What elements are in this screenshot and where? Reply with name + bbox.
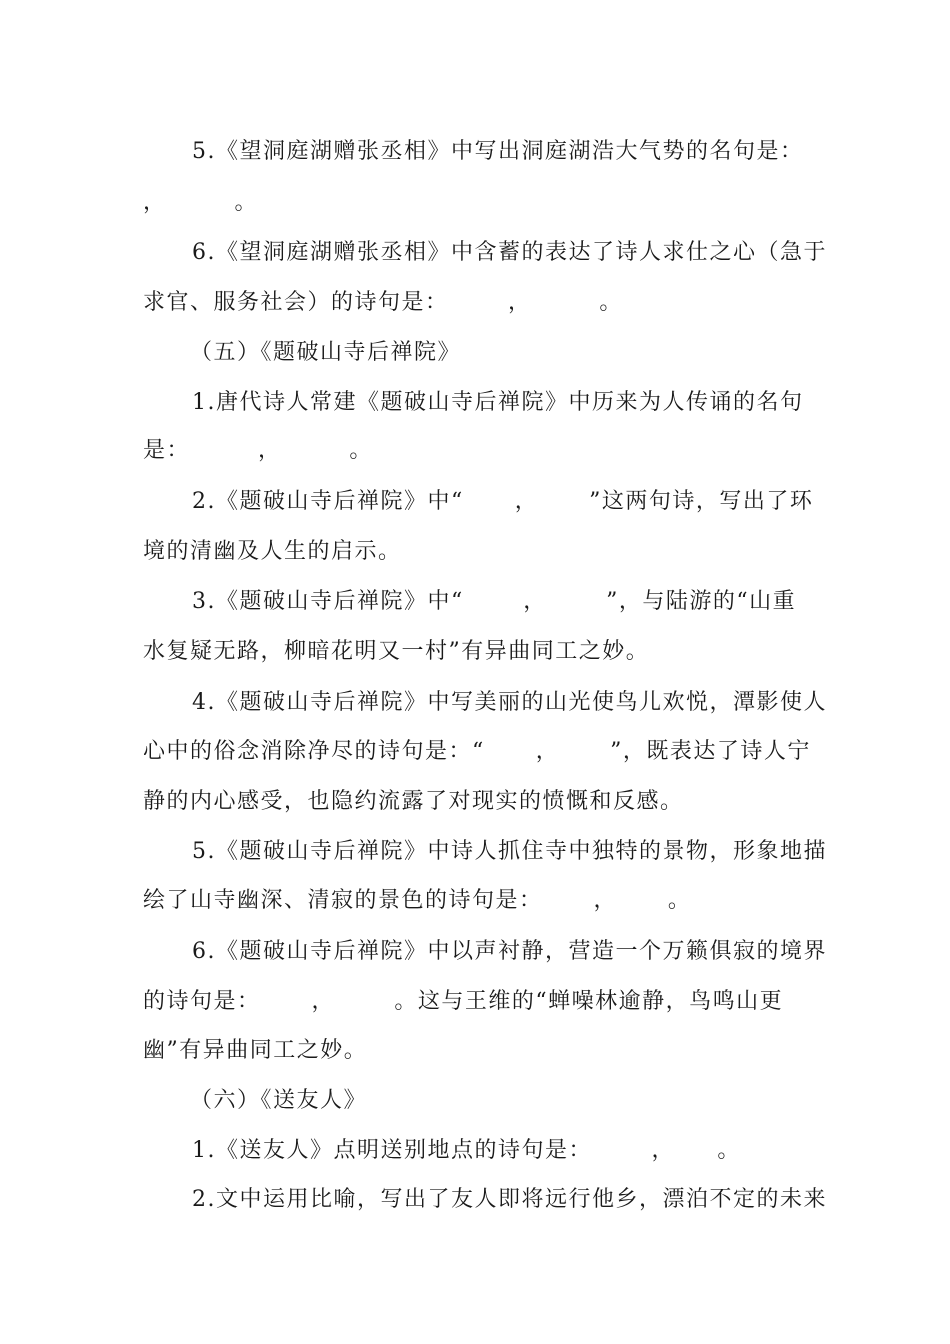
question-6-continuation-a: 的诗句是： ， 。这与王维的“蝉噪林逾静，鸟鸣山更: [143, 989, 784, 1014]
question-6-continuation-b: 幽”有异曲同工之妙。: [143, 1038, 368, 1063]
question-3-poshan-comparison: 3.《题破山寺后禅院》中“ ， ”，与陆游的“山重: [192, 589, 797, 614]
question-4-poshan-scenery: 4.《题破山寺后禅院》中写美丽的山光使鸟儿欢悦，潭影使人: [192, 690, 827, 715]
question-5-poshan-features: 5.《题破山寺后禅院》中诗人抓住寺中独特的景物，形象地描: [192, 839, 827, 864]
question-4-continuation-a: 心中的俗念消除净尽的诗句是：“ ， ”，既表达了诗人宁: [143, 739, 811, 764]
question-5-dongting-scene: 5.《望洞庭湖赠张丞相》中写出洞庭湖浩大气势的名句是：: [192, 139, 804, 164]
section-heading-five: （五）《题破山寺后禅院》: [190, 340, 462, 365]
question-4-continuation-b: 静的内心感受，也隐约流露了对现实的愤慨和反感。: [143, 789, 684, 814]
question-5-continuation: 绘了山寺幽深、清寂的景色的诗句是： ， 。: [143, 888, 692, 913]
question-2-farewell-metaphor: 2.文中运用比喻，写出了友人即将远行他乡，漂泊不定的未来: [192, 1187, 827, 1212]
section-heading-six: （六）《送友人》: [190, 1088, 368, 1113]
question-1-continuation: 是： ， 。: [143, 438, 373, 463]
answer-blank-line: ， 。: [143, 190, 258, 215]
question-2-poshan-quiet: 2.《题破山寺后禅院》中“ ， ”这两句诗，写出了环: [192, 489, 814, 514]
question-3-continuation: 水复疑无路，柳暗花明又一村”有异曲同工之妙。: [143, 639, 650, 664]
question-2-continuation: 境的清幽及人生的启示。: [143, 539, 402, 564]
question-6-continuation: 求官、服务社会）的诗句是： ， 。: [143, 290, 623, 315]
question-6-dongting-ambition: 6.《望洞庭湖赠张丞相》中含蓄的表达了诗人求仕之心（急于: [192, 240, 827, 265]
question-6-poshan-silence: 6.《题破山寺后禅院》中以声衬静，营造一个万籁俱寂的境界: [192, 939, 827, 964]
question-1-farewell-place: 1.《送友人》点明送别地点的诗句是： ， 。: [192, 1138, 741, 1163]
question-1-poshan-famous: 1.唐代诗人常建《题破山寺后禅院》中历来为人传诵的名句: [192, 390, 804, 415]
